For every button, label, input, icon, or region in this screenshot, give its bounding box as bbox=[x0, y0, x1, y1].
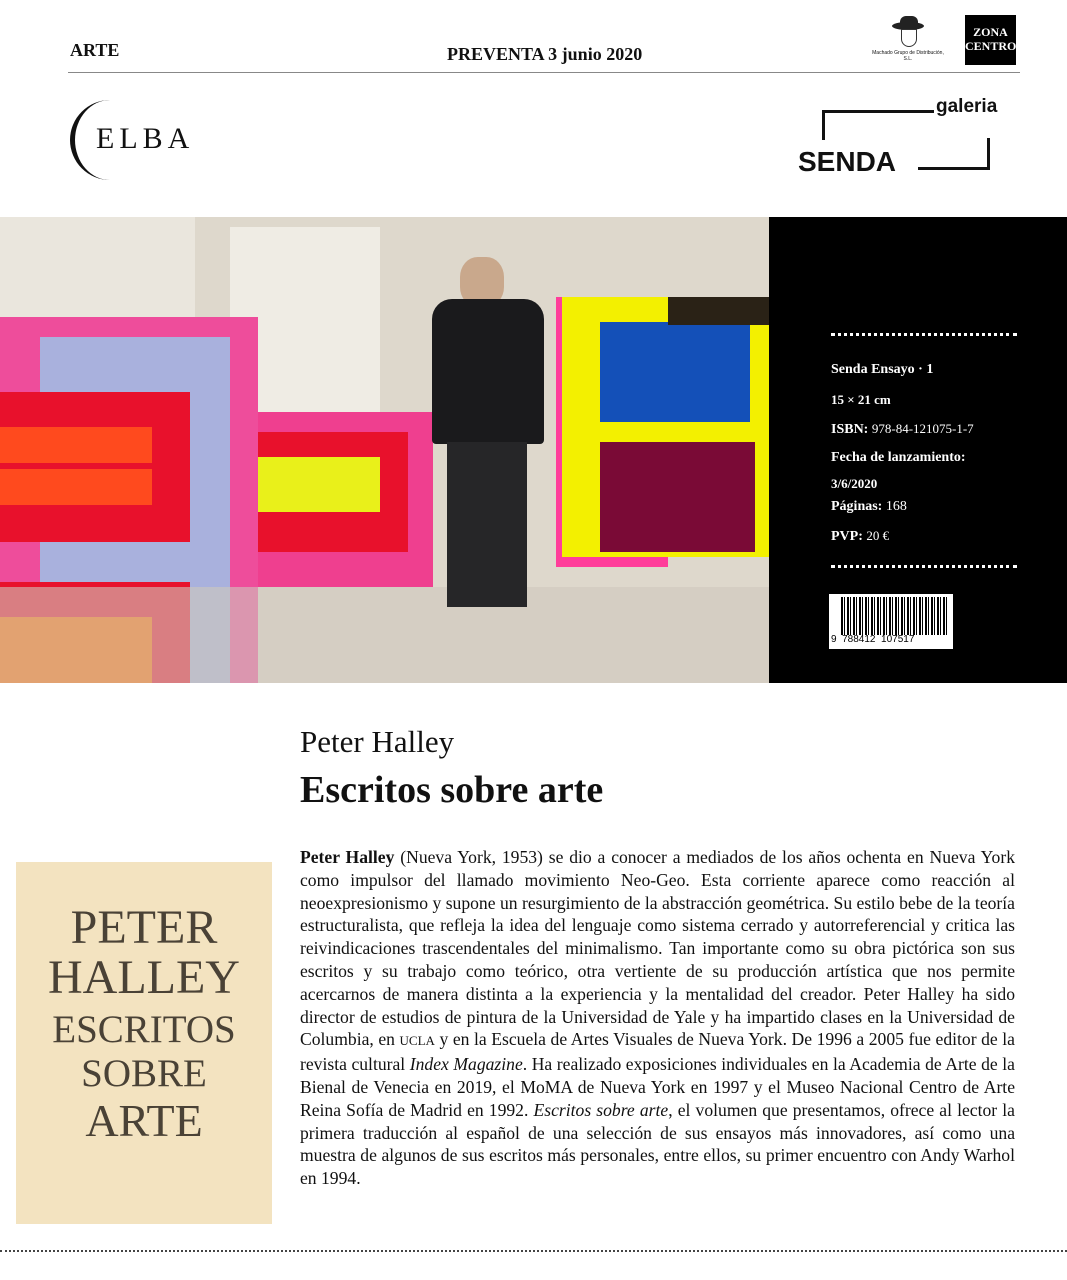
zona-centro-logo: ZONA CENTRO bbox=[965, 15, 1016, 65]
header-divider bbox=[68, 72, 1020, 73]
release-date-label: Fecha de lanzamiento: bbox=[831, 450, 966, 465]
section-label: ARTE bbox=[70, 40, 120, 60]
pages: Páginas: 168 bbox=[831, 499, 907, 514]
dotted-divider bbox=[831, 565, 1017, 568]
barcode: 9 788412 107517 bbox=[829, 594, 953, 649]
presale-date: PREVENTA 3 junio 2020 bbox=[447, 44, 643, 64]
price: PVP: 20 € bbox=[831, 528, 890, 544]
elba-logo: ELBA bbox=[96, 122, 195, 155]
book-author: Peter Halley bbox=[300, 724, 455, 759]
senda-logo: galeria SENDA bbox=[798, 96, 998, 177]
dotted-divider bbox=[831, 333, 1017, 336]
book-cover: PETER HALLEY ESCRITOS SOBRE ARTE bbox=[16, 862, 272, 1224]
distributor-logo: Machado Grupo de Distribución, S.L. bbox=[868, 16, 948, 62]
description: Peter Halley (Nueva York, 1953) se dio a conocer a mediados de los años ochenta en Nueva York como impulsor del llamado movimiento Neo-Geo. Esta corriente aparece como reacción al neoexpresionismo y supone un resurgimiento de la abstracción geométrica. Su estilo bebe de la teoría estructuralista, que refleja la idea del lenguaje como sistema cerrado y autorreferencial y critica las reivindicaciones trascendentales del minimalismo. Tan importante como su obra pictórica son sus escritos y su trabajo como teórico, otra vertiente de su producción artística que nos permite acercarnos de manera distinta a la experiencia y la mentalidad del creador. Peter Halley ha sido director de estudios de pintura de la Universidad de Yale y ha impartido clases en la Universidad de Columbia, en UCLA y en la Escuela de Artes Visuales de Nueva York. De 1996 a 2005 fue editor de la revista cultural Index Magazine. Ha realizado exposiciones individuales en la Academia de Arte de la Bienal de Venecia en 2019, el MoMA de Nueva York en 1997 y el Museo Nacional Centro de Arte Reina Sofía de Madrid en 1992. Escritos sobre arte, el volumen que presentamos, ofrece al lector la primera traducción al español de una selección de sus ensayos más innovadores, así como una muestra de algunos de sus escritos más personales, entre ellos, su primer encuentro con Andy Warhol en 1994. bbox=[300, 847, 1015, 1189]
hat-man-icon bbox=[888, 16, 928, 50]
dimensions: 15 × 21 cm bbox=[831, 392, 891, 407]
book-title: Escritos sobre arte bbox=[300, 769, 604, 811]
isbn: ISBN: 978-84-121075-1-7 bbox=[831, 421, 974, 437]
release-date: 3/6/2020 bbox=[831, 476, 878, 491]
artist-studio-photo bbox=[0, 217, 769, 683]
collection: Senda Ensayo · 1 bbox=[831, 362, 934, 377]
book-details-panel bbox=[769, 217, 1067, 683]
footer-dotted-divider bbox=[0, 1250, 1067, 1252]
